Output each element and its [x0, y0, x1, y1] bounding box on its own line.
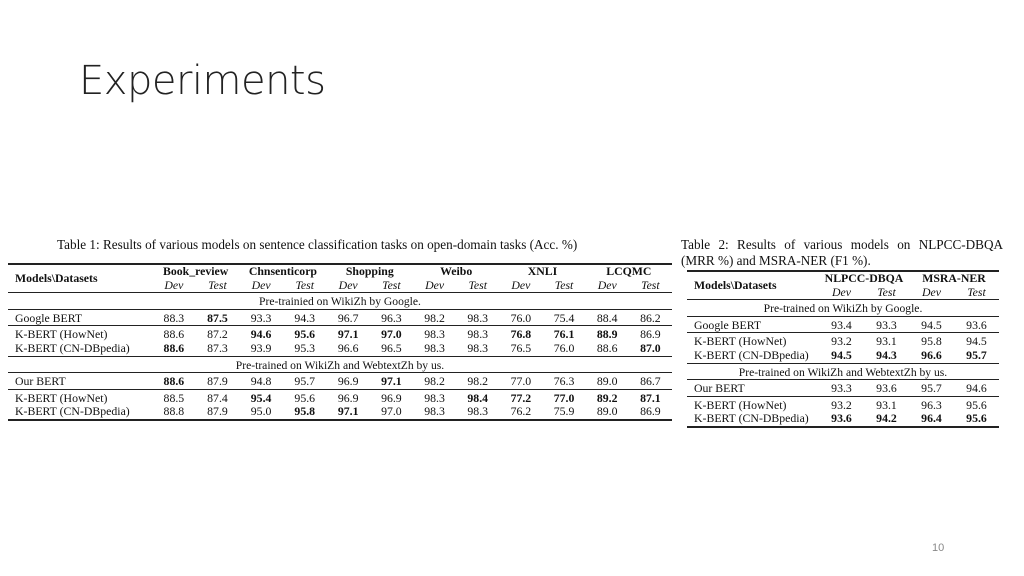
cell: 88.6: [152, 373, 196, 390]
cell: 98.3: [456, 405, 499, 420]
table1-dataset-header: Book_review: [152, 264, 239, 279]
cell: 96.6: [921, 347, 942, 362]
table1-caption: Table 1: Results of various models on sentence classification tasks on open-domain tasks (Acc. %): [57, 237, 578, 252]
table1-section-google: Pre-trainied on WikiZh by Google.: [8, 293, 672, 310]
dev-label: Dev: [597, 277, 617, 292]
table1-dataset-header: Weibo: [413, 264, 499, 279]
cell: 96.5: [381, 340, 402, 355]
cell: 94.6: [954, 380, 999, 397]
cell: 88.3: [152, 309, 196, 326]
table-row: [687, 380, 999, 397]
table2-header-row: [687, 271, 999, 286]
model-name: K-BERT (CN-DBpedia): [8, 405, 152, 420]
table2-caption: Table 2: Results of various models on NLPCC-DBQA (MRR %) and MSRA-NER (F1 %).: [681, 237, 1003, 268]
cell: 94.3: [876, 347, 897, 362]
cell: 76.0: [499, 309, 542, 326]
model-name: K-BERT (HowNet): [8, 326, 152, 342]
cell: 95.7: [909, 380, 954, 397]
cell: 77.2: [499, 389, 542, 405]
cell: 98.3: [413, 405, 456, 420]
cell: 97.1: [370, 373, 413, 390]
cell: 93.2: [819, 333, 864, 349]
table2-section-ours: Pre-trained on WikiZh and WebtextZh by us.: [687, 363, 999, 380]
cell: 96.7: [327, 309, 370, 326]
test-label: Test: [554, 277, 574, 292]
table-row: [8, 326, 672, 342]
cell: 88.6: [596, 340, 618, 355]
table1-header-row: [8, 264, 672, 279]
dev-label: Dev: [832, 284, 851, 299]
cell: 94.3: [283, 309, 327, 326]
table1-section-row: [8, 293, 672, 310]
cell: 98.3: [413, 326, 456, 342]
cell: 87.3: [207, 340, 228, 355]
cell: 96.6: [337, 340, 359, 355]
model-name: K-BERT (CN-DBpedia): [687, 412, 819, 427]
table-row: [687, 333, 999, 349]
cell: 95.4: [239, 389, 283, 405]
model-name: Our BERT: [8, 373, 152, 390]
table-row: [8, 373, 672, 390]
cell: 89.0: [586, 405, 629, 420]
cell: 96.4: [909, 412, 954, 427]
cell: 87.1: [629, 389, 672, 405]
cell: 86.9: [629, 405, 672, 420]
cell: 96.9: [370, 389, 413, 405]
cell: 77.0: [542, 389, 585, 405]
cell: 87.4: [196, 389, 240, 405]
model-name: Google BERT: [8, 309, 152, 326]
test-label: Test: [468, 277, 488, 292]
table-row: [687, 396, 999, 412]
table1-section-ours: Pre-trained on WikiZh and WebtextZh by us.: [8, 356, 672, 373]
cell: 93.1: [864, 396, 909, 412]
cell: 96.9: [327, 389, 370, 405]
table2-corner: Models\Datasets: [687, 271, 819, 300]
cell: 93.9: [250, 340, 272, 355]
cell: 89.2: [586, 389, 629, 405]
test-label: Test: [295, 277, 315, 292]
cell: 96.3: [909, 396, 954, 412]
cell: 95.6: [283, 326, 327, 342]
cell: 76.5: [510, 340, 532, 355]
test-label: Test: [208, 277, 227, 292]
cell: 88.6: [152, 326, 196, 342]
cell: 98.3: [456, 326, 499, 342]
cell: 93.3: [819, 380, 864, 397]
table1-section-row: [8, 356, 672, 373]
table-row: [687, 316, 999, 333]
table2-dataset-header: MSRA-NER: [909, 271, 999, 286]
dev-label: Dev: [251, 277, 271, 292]
cell: 94.6: [239, 326, 283, 342]
cell: 98.3: [467, 340, 489, 355]
cell: 76.1: [542, 326, 585, 342]
test-label: Test: [967, 284, 986, 299]
table-row: [687, 412, 999, 427]
model-name: K-BERT (HowNet): [687, 333, 819, 349]
model-name: K-BERT (CN-DBpedia): [15, 340, 130, 355]
cell: 94.8: [239, 373, 283, 390]
cell: 77.0: [499, 373, 542, 390]
table1-corner: Models\Datasets: [8, 264, 152, 293]
table2-section-row: [687, 363, 999, 380]
cell: 97.1: [327, 405, 370, 420]
cell: 87.5: [196, 309, 240, 326]
cell: 98.4: [456, 389, 499, 405]
cell: 76.2: [499, 405, 542, 420]
cell: 93.6: [819, 412, 864, 427]
model-name: K-BERT (HowNet): [687, 396, 819, 412]
cell: 87.2: [196, 326, 240, 342]
dev-label: Dev: [164, 277, 184, 292]
cell: 95.6: [954, 396, 999, 412]
cell: 96.9: [327, 373, 370, 390]
table1-dataset-header: LCQMC: [586, 264, 672, 279]
table1-dataset-header: XNLI: [499, 264, 585, 279]
cell: 93.1: [864, 333, 909, 349]
cell: 97.0: [370, 405, 413, 420]
cell: 87.0: [640, 340, 661, 355]
cell: 94.5: [831, 347, 852, 362]
cell: 86.9: [629, 326, 672, 342]
model-name: Our BERT: [687, 380, 819, 397]
cell: 88.6: [163, 340, 185, 355]
table-row: [8, 405, 672, 420]
cell: 95.6: [283, 389, 327, 405]
cell: 89.0: [586, 373, 629, 390]
dev-label: Dev: [922, 284, 941, 299]
cell: 87.9: [196, 405, 240, 420]
cell: 88.4: [586, 309, 629, 326]
table-row: [8, 389, 672, 405]
table1: [8, 263, 672, 421]
cell: 95.8: [909, 333, 954, 349]
cell: 95.0: [239, 405, 283, 420]
cell: 86.2: [629, 309, 672, 326]
dev-label: Dev: [511, 277, 531, 292]
cell: 95.7: [283, 373, 327, 390]
model-name: K-BERT (CN-DBpedia): [694, 347, 809, 362]
table1-dataset-header: Shopping: [327, 264, 413, 279]
table1-dataset-header: Chnsenticorp: [239, 264, 326, 279]
cell: 87.9: [196, 373, 240, 390]
cell: 97.0: [370, 326, 413, 342]
cell: 76.0: [553, 340, 575, 355]
table2-dataset-header: NLPCC-DBQA: [819, 271, 909, 286]
page-number: 10: [932, 542, 945, 554]
cell: 97.1: [327, 326, 370, 342]
cell: 93.6: [954, 316, 999, 333]
table2-section-row: [687, 300, 999, 317]
table2-section-google: Pre-trained on WikiZh by Google.: [687, 300, 999, 317]
cell: 94.2: [864, 412, 909, 427]
cell: 98.3: [456, 309, 499, 326]
dev-label: Dev: [338, 277, 358, 292]
test-label: Test: [382, 277, 401, 292]
dev-label: Dev: [425, 277, 445, 292]
cell: 98.2: [413, 309, 456, 326]
test-label: Test: [641, 277, 660, 292]
model-name: K-BERT (HowNet): [8, 389, 152, 405]
cell: 93.3: [239, 309, 283, 326]
test-label: Test: [877, 284, 896, 299]
cell: 96.3: [370, 309, 413, 326]
cell: 76.3: [542, 373, 585, 390]
cell: 95.8: [283, 405, 327, 420]
table-row: [8, 309, 672, 326]
cell: 75.4: [542, 309, 585, 326]
cell: 98.3: [424, 340, 445, 355]
cell: 98.2: [413, 373, 456, 390]
cell: 95.6: [954, 412, 999, 427]
table-row: [687, 349, 999, 363]
cell: 95.7: [966, 347, 987, 362]
cell: 98.3: [413, 389, 456, 405]
cell: 88.8: [152, 405, 196, 420]
model-name: Google BERT: [687, 316, 819, 333]
slide-title: Experiments: [79, 58, 326, 104]
cell: 93.3: [864, 316, 909, 333]
cell: 93.2: [819, 396, 864, 412]
table2: [687, 270, 999, 428]
cell: 88.5: [152, 389, 196, 405]
cell: 75.9: [542, 405, 585, 420]
cell: 76.8: [499, 326, 542, 342]
cell: 94.5: [954, 333, 999, 349]
table-row: [8, 342, 672, 356]
cell: 86.7: [629, 373, 672, 390]
cell: 98.2: [456, 373, 499, 390]
cell: 95.3: [294, 340, 316, 355]
cell: 93.4: [819, 316, 864, 333]
cell: 93.6: [864, 380, 909, 397]
cell: 94.5: [909, 316, 954, 333]
cell: 88.9: [586, 326, 629, 342]
